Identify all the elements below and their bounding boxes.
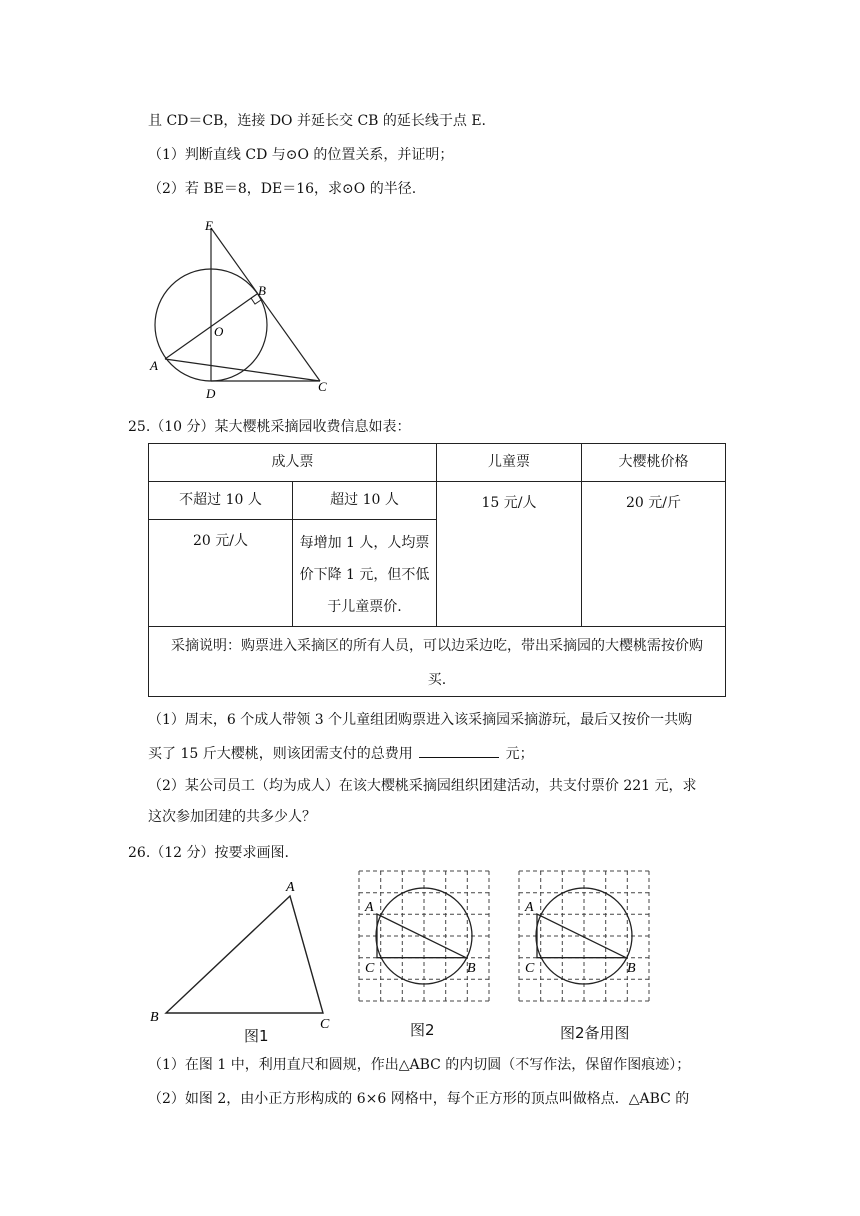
- fig1-label-c: C: [320, 1017, 330, 1032]
- gt10-value-2: 价下降 1 元，但不低: [299, 567, 430, 583]
- q24-part2: （2）若 BE＝8，DE＝16，求⊙O 的半径.: [148, 181, 417, 197]
- fee-table: [148, 443, 726, 697]
- q25-part2-a: （2）某公司员工（均为成人）在该大樱桃采摘园组织团建活动，共支付票价 221 元，求: [148, 778, 697, 794]
- note-line-2: 买.: [427, 672, 447, 688]
- right-angle-mark: [251, 298, 261, 304]
- answer-blank[interactable]: [419, 743, 499, 758]
- label-o: O: [214, 324, 224, 339]
- q24-line1: 且 CD＝CB，连接 DO 并延长交 CB 的延长线于点 E.: [148, 113, 487, 129]
- fig3-label-a: A: [525, 900, 534, 915]
- child-price-value: 15 元/人: [481, 495, 537, 511]
- q25-head: 25.（10 分）某大樱桃采摘园收费信息如表：: [128, 419, 411, 435]
- q25-part1-b: 买了 15 斤大樱桃，则该团需支付的总费用: [148, 746, 413, 762]
- th-gt10: 超过 10 人: [292, 481, 437, 520]
- q24-circle-figure: [140, 210, 340, 410]
- q25-part1-c: 元；: [505, 746, 534, 762]
- label-d: D: [206, 386, 216, 401]
- label-c: C: [318, 379, 327, 394]
- th-price: 大樱桃价格: [581, 443, 726, 482]
- label-a: A: [150, 358, 158, 373]
- th-adult: 成人票: [148, 443, 437, 482]
- td-gt10: [292, 519, 437, 627]
- q25-part2-b: 这次参加团建的共多少人？: [148, 809, 316, 825]
- q24-part1: （1）判断直线 CD 与⊙O 的位置关系，并证明；: [148, 147, 454, 163]
- label-b: B: [258, 283, 266, 298]
- td-child-price: [436, 481, 582, 627]
- gt10-value-1: 每增加 1 人，人均票: [299, 535, 430, 551]
- th-le10: 不超过 10 人: [148, 481, 293, 520]
- label-e: E: [205, 218, 213, 233]
- fig3-caption: 图2备用图: [560, 1024, 630, 1042]
- q25-part1-a: （1）周末，6 个成人带领 3 个儿童组团购票进入该采摘园采摘游玩，最后又按价一共购: [148, 712, 693, 728]
- fig2-label-a: A: [365, 900, 374, 915]
- fig1-caption: 图1: [244, 1027, 269, 1045]
- fig1-label-a: A: [286, 880, 295, 895]
- th-child: 儿童票: [436, 443, 582, 482]
- q26-head: 26.（12 分）按要求画图.: [128, 845, 289, 861]
- td-note: [148, 626, 726, 697]
- line-ac: [165, 359, 320, 381]
- fig1-triangle: [140, 872, 340, 1032]
- fig2-label-b: B: [467, 961, 476, 976]
- fig1-label-b: B: [150, 1010, 159, 1025]
- td-cherry-price: [581, 481, 726, 627]
- q25-part1-b-row: [148, 743, 534, 764]
- q26-part2: （2）如图 2，由小正方形构成的 6×6 网格中，每个正方形的顶点叫做格点．△ABC 的: [148, 1091, 690, 1107]
- gt10-value-3: 于儿童票价.: [327, 599, 402, 615]
- cherry-price-value: 20 元/斤: [626, 495, 681, 511]
- q26-part1: （1）在图 1 中，利用直尺和圆规，作出△ABC 的内切圆（不写作法，保留作图痕迹）；: [148, 1057, 691, 1073]
- td-le10: [148, 519, 293, 627]
- fig2-caption: 图2: [410, 1021, 435, 1039]
- fig3-label-b: B: [627, 961, 636, 976]
- le10-value: 20 元/人: [193, 533, 248, 549]
- note-line-1: 采摘说明：购票进入采摘区的所有人员，可以边采边吃，带出采摘园的大樱桃需按价购: [171, 638, 703, 654]
- fig2-label-c: C: [365, 961, 375, 976]
- fig3-label-c: C: [525, 961, 535, 976]
- fig2-grid: [356, 868, 496, 1008]
- line-ec: [211, 228, 320, 381]
- fig3-grid: [516, 868, 656, 1008]
